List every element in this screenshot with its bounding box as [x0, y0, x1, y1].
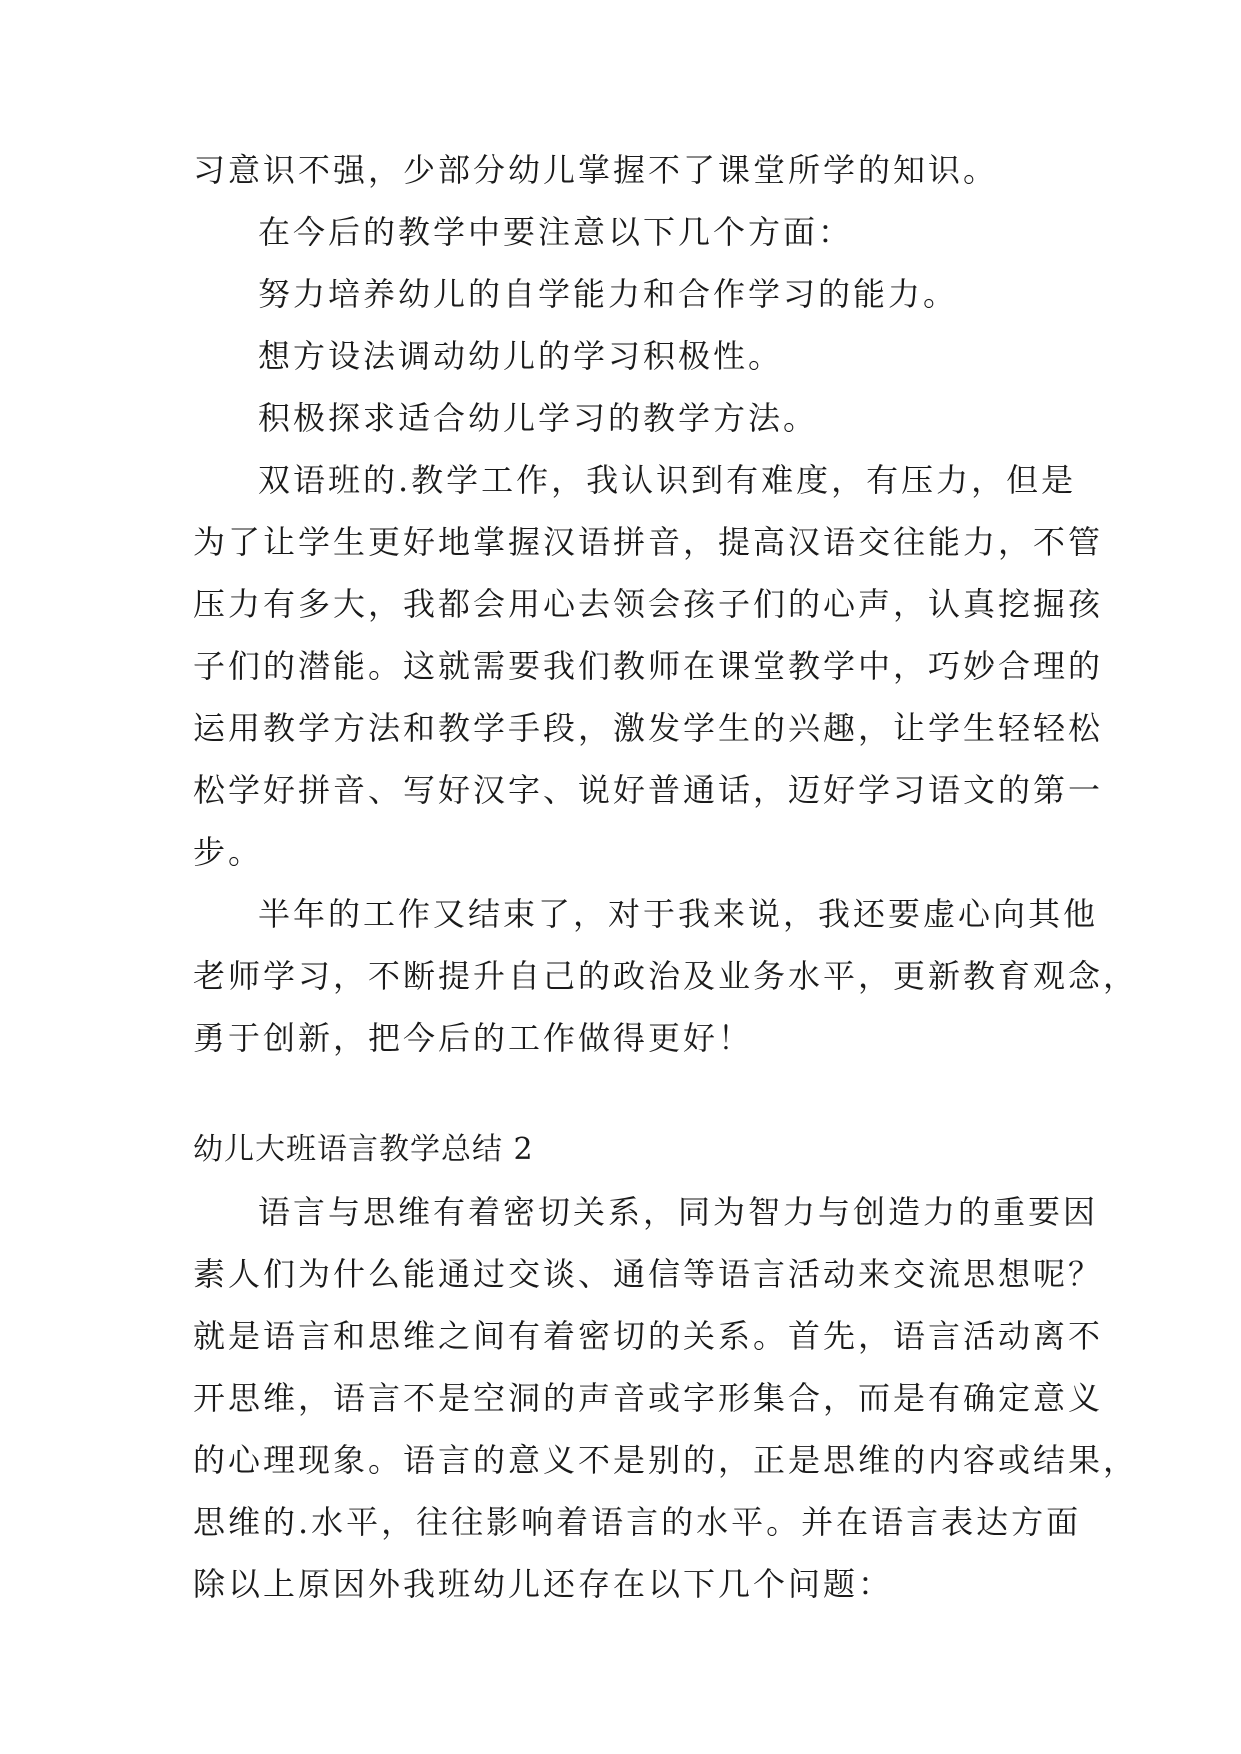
paragraph-line: 步。	[193, 833, 264, 871]
paragraph-line: 想方设法调动幼儿的学习积极性。	[258, 337, 784, 375]
paragraph-line: 思维的.水平，往往影响着语言的水平。并在语言表达方面	[193, 1503, 1082, 1541]
paragraph-line: 开思维，语言不是空洞的声音或字形集合，而是有确定意义	[193, 1379, 1104, 1417]
paragraph-line: 积极探求适合幼儿学习的教学方法。	[258, 399, 819, 437]
paragraph-line: 习意识不强，少部分幼儿掌握不了课堂所学的知识。	[193, 151, 999, 189]
paragraph-line: 子们的潜能。这就需要我们教师在课堂教学中，巧妙合理的	[193, 647, 1104, 685]
paragraph-line: 在今后的教学中要注意以下几个方面：	[258, 213, 854, 251]
paragraph-line: 除以上原因外我班幼儿还存在以下几个问题：	[193, 1565, 894, 1603]
paragraph-line: 的心理现象。语言的意义不是别的，正是思维的内容或结果，	[193, 1441, 1139, 1479]
paragraph-line: 松学好拼音、写好汉字、说好普通话，迈好学习语文的第一	[193, 771, 1104, 809]
paragraph-line: 语言与思维有着密切关系，同为智力与创造力的重要因	[258, 1193, 1099, 1231]
paragraph-line: 努力培养幼儿的自学能力和合作学习的能力。	[258, 275, 959, 313]
paragraph-line: 勇于创新，把今后的工作做得更好！	[193, 1019, 754, 1057]
paragraph-line: 半年的工作又结束了，对于我来说，我还要虚心向其他	[258, 895, 1099, 933]
paragraph-line: 压力有多大，我都会用心去领会孩子们的心声，认真挖掘孩	[193, 585, 1104, 623]
paragraph-line: 双语班的.教学工作，我认识到有难度，有压力，但是	[258, 461, 1077, 499]
paragraph-line: 素人们为什么能通过交谈、通信等语言活动来交流思想呢？	[193, 1255, 1104, 1293]
paragraph-line: 为了让学生更好地掌握汉语拼音，提高汉语交往能力，不管	[193, 523, 1104, 561]
paragraph-line: 就是语言和思维之间有着密切的关系。首先，语言活动离不	[193, 1317, 1104, 1355]
section-title: 幼儿大班语言教学总结 2	[193, 1132, 534, 1167]
paragraph-line: 老师学习，不断提升自己的政治及业务水平，更新教育观念，	[193, 957, 1139, 995]
paragraph-line: 运用教学方法和教学手段，激发学生的兴趣，让学生轻轻松	[193, 709, 1104, 747]
